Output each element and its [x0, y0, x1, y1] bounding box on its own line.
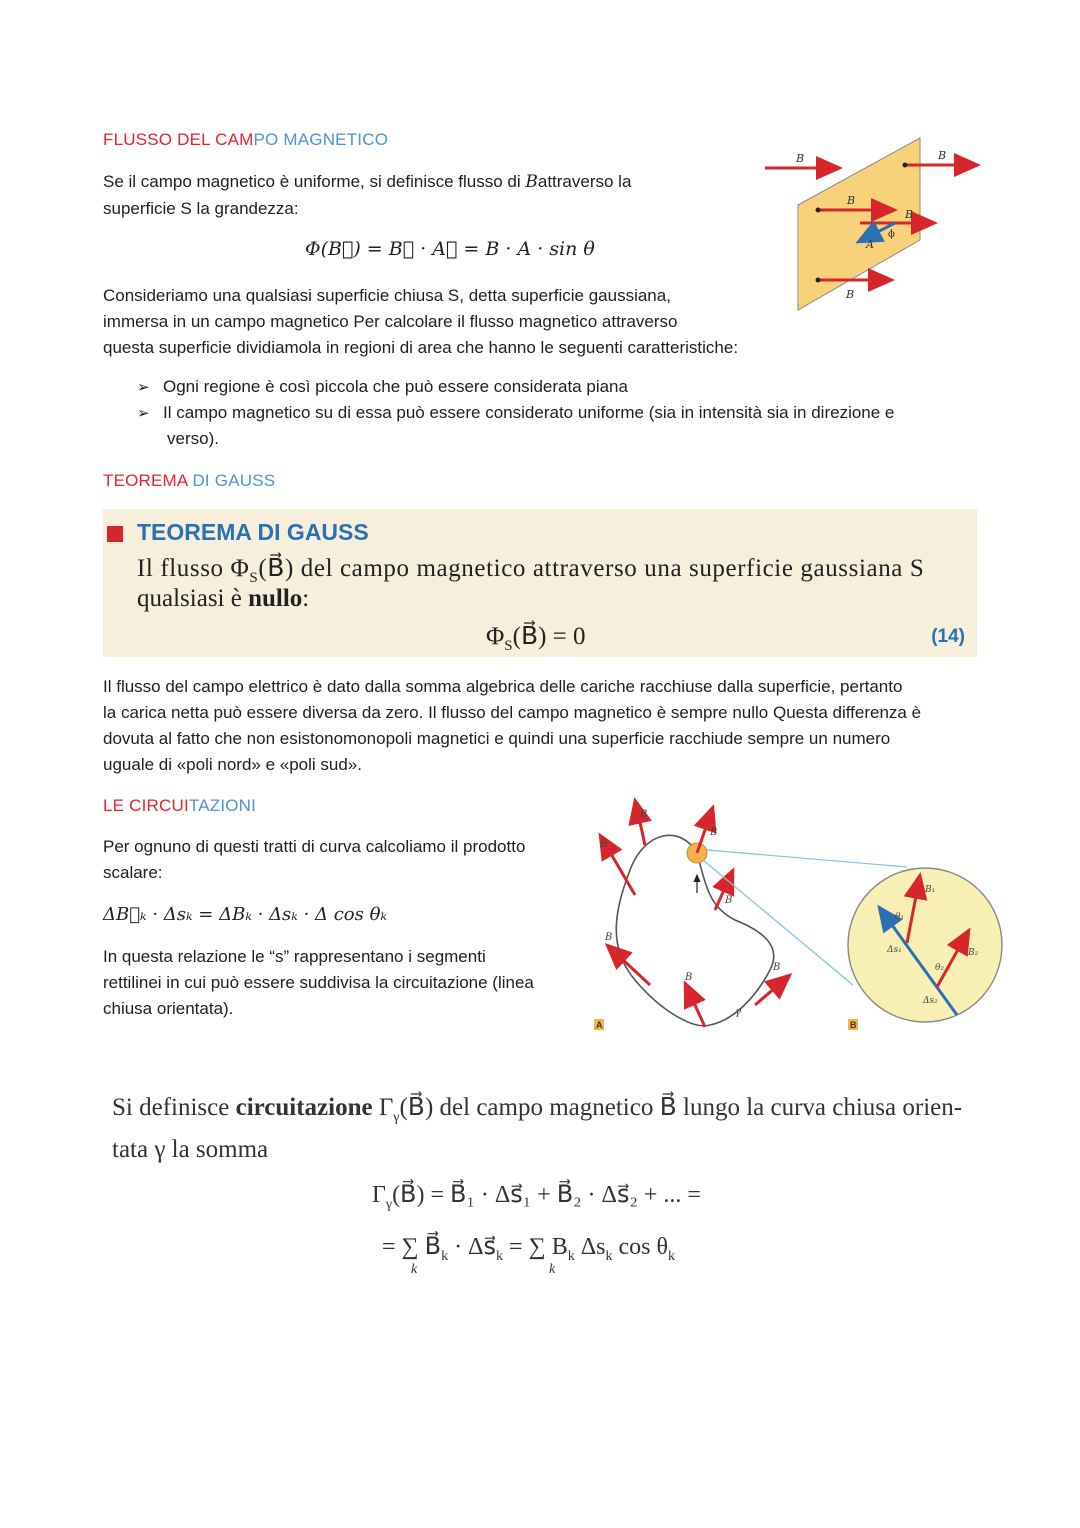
label-b-2: B	[938, 149, 947, 162]
field-vector	[607, 945, 650, 985]
svg-text:B: B	[725, 895, 733, 906]
section-heading-gauss	[103, 471, 275, 491]
section-heading-circuitation	[103, 796, 256, 816]
flux-paragraph: Consideriamo una qualsiasi superficie chiusa S, detta superficie gaussiana, immersa in un campo magnetico Per calcolare il flusso magnetico attraverso questa superficie dividiamola in regioni di area che hanno le seguenti caratteristiche:	[103, 286, 739, 357]
section-heading-flux	[103, 130, 388, 150]
box-statement-line2: qualsiasi è nullo:	[137, 585, 310, 612]
gauss-theorem-box	[103, 509, 977, 657]
arrow-bullet-icon: ➢	[137, 404, 150, 422]
svg-text:γ: γ	[735, 1007, 741, 1018]
field-vector	[635, 800, 648, 845]
heading-red-part: TEOREMA	[103, 471, 188, 490]
svg-text:θ₂: θ₂	[935, 963, 945, 973]
svg-text:B: B	[605, 932, 613, 943]
svg-text:B: B	[850, 1020, 857, 1030]
label-b-3: B	[847, 194, 856, 207]
heading-blue-part: TAZIONI	[188, 796, 257, 815]
svg-text:B: B	[685, 972, 693, 983]
svg-text:B: B	[640, 809, 648, 820]
svg-text:θ₁: θ₁	[895, 912, 905, 922]
sum-index-1: k	[411, 1262, 418, 1277]
definition-line2: tata γ la somma	[112, 1136, 269, 1163]
definition-line1: Si definisce circuitazione $\Gamma_\gamma(B⃗)$ del campo magnetico B⃗ lungo la curva chiusa orien-	[112, 1094, 963, 1125]
svg-text:B₂: B₂	[968, 948, 979, 958]
heading-red-part: LE CIRCUI	[103, 796, 189, 815]
circuitation-definition	[112, 1092, 962, 1166]
box-formula: $\Phi_S(B⃗) = 0$	[486, 623, 586, 654]
list-item-continuation: verso).	[167, 429, 219, 448]
svg-text:Δs₂: Δs₂	[923, 996, 938, 1006]
svg-text:Δs₁: Δs₁	[887, 945, 902, 955]
circuitation-intro: Per ognuno di questi tratti di curva calcoliamo il prodotto scalare:	[103, 837, 526, 882]
list-item: ➢ Il campo magnetico su di essa può essere considerato uniforme (sia in intensità sia in direzione e	[137, 400, 894, 426]
heading-blue-part: PO MAGNETICO	[253, 130, 389, 149]
flux-intro-line2: superficie S la grandezza:	[103, 199, 299, 218]
box-statement-line1: Il flusso $\Phi_S(B⃗)$ del campo magnetico attraverso una superficie gaussiana S	[137, 555, 925, 586]
label-b-4: B	[905, 208, 914, 221]
gauss-paragraph: Il flusso del campo elettrico è dato dalla somma algebrica delle cariche racchiuse dalla superficie, pertanto la carica netta può essere diversa da zero. Il flusso del campo magnetico è sempre nullo Questa differenza è dovuta al fatto che non esistonomonopoli magnetici e quindi una superficie racchiude sempre un numero uguale di «poli nord» e «poli sud».	[103, 677, 922, 774]
circuitation-equation-2: = ∑ $B⃗_k$ · $\Delta s⃗_k$ = ∑ $B_k$ $\Delta s_k$ $\cos \theta_k$	[382, 1234, 675, 1264]
label-b-1: B	[796, 152, 805, 165]
arrow-bullet-icon: ➢	[137, 378, 150, 396]
red-square-icon	[107, 526, 123, 542]
circuitation-paragraph: In questa relazione le “s” rappresentano i segmenti rettilinei in cui può essere suddivisa la circuitazione (linea chiusa orientata).	[103, 947, 534, 1018]
circuitation-figure	[585, 795, 1010, 1040]
svg-text:A: A	[596, 1020, 603, 1030]
label-phi: ϕ	[888, 229, 895, 240]
flux-formula: Φ(B⃗) = B⃗ · A⃗ = B · A · sin θ	[305, 238, 595, 260]
svg-text:B: B	[710, 827, 718, 838]
equation-number: (14)	[931, 626, 965, 647]
svg-text:B₁: B₁	[925, 885, 936, 895]
circuitation-equation-1: $\Gamma_\gamma(B⃗)$ = B⃗₁ · Δs⃗₁ + B⃗₂ · Δs⃗₂ + ... =	[372, 1182, 701, 1212]
label-b-5: B	[846, 288, 855, 301]
circuitation-scalar-formula: ΔB⃗ₖ · Δsₖ = ΔBₖ · Δsₖ · Δ cos θₖ	[103, 904, 388, 925]
heading-red-part: FLUSSO DEL CAM	[103, 130, 254, 149]
list-item: ➢ Ogni regione è così piccola che può essere considerata piana	[137, 374, 894, 400]
closed-curve	[616, 835, 773, 1025]
svg-text:B: B	[600, 839, 608, 850]
sum-index-2: k	[549, 1262, 556, 1277]
label-a: A	[866, 238, 874, 251]
box-title: TEOREMA DI GAUSS	[137, 519, 369, 545]
svg-text:B: B	[773, 962, 781, 973]
flux-intro-line1: Se il campo magnetico è uniforme, si definisce flusso di Battraverso la	[103, 172, 632, 192]
field-vector	[755, 975, 790, 1005]
field-vector	[685, 983, 705, 1027]
flux-plane-figure	[760, 130, 990, 320]
heading-blue-part: DI GAUSS	[187, 471, 276, 490]
flux-bullet-list	[137, 374, 894, 452]
